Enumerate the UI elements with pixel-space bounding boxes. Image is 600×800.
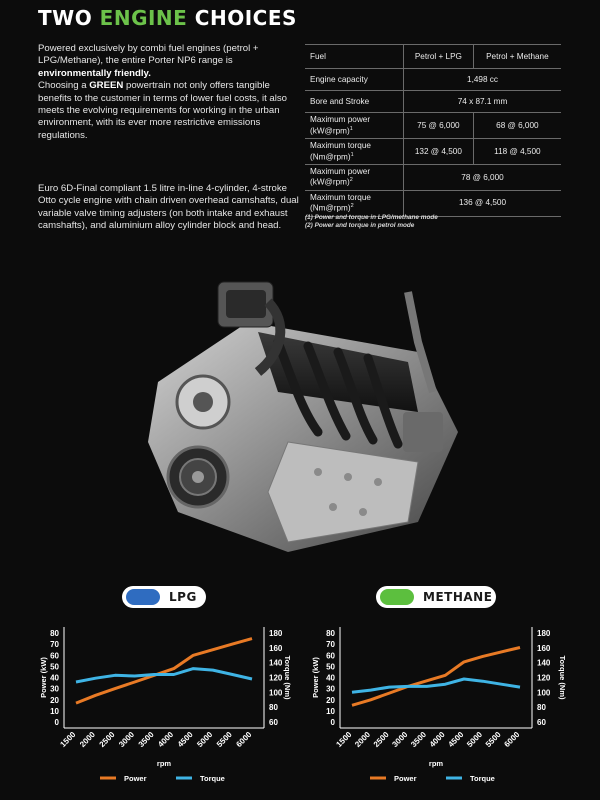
lpg-chart bbox=[39, 627, 292, 783]
y-right-tick-label: 120 bbox=[269, 673, 283, 683]
y-right-axis-label: Torque (Nm) bbox=[558, 655, 567, 700]
y-right-tick-label: 80 bbox=[269, 703, 278, 713]
spec-value-lpg: 132 @ 4,500 bbox=[404, 138, 474, 164]
footnote-1: (1) Power and torque in LPG/methane mode bbox=[305, 214, 438, 221]
spec-footnote-ref: 1 bbox=[350, 151, 354, 158]
intro-paragraph-3: Euro 6D-Final compliant 1.5 litre in-line 4-cylinder, 4-stroke Otto cycle engine with chain driven overhead camshafts, dual variable valve timing adjusters (on both intake and exhaust camshafts), and aluminium alloy cylinder block and head. bbox=[38, 183, 299, 232]
spec-row-value: 74 x 87.1 mm bbox=[404, 91, 562, 113]
title-part-2: CHOICES bbox=[187, 6, 297, 30]
y-right-tick-label: 100 bbox=[537, 688, 551, 698]
y-right-tick-label: 80 bbox=[537, 703, 546, 713]
footnote-2: (2) Power and torque in petrol mode bbox=[305, 221, 415, 229]
spec-label-text: Maximum torque (Nm@rpm) bbox=[310, 192, 371, 214]
y-left-tick-label: 70 bbox=[326, 640, 335, 650]
spec-row-label: Engine capacity bbox=[305, 69, 404, 91]
y-left-tick-label: 60 bbox=[326, 651, 335, 661]
x-tick-label: 2500 bbox=[97, 730, 117, 749]
x-tick-label: 4000 bbox=[156, 730, 176, 749]
y-left-tick-label: 50 bbox=[326, 662, 335, 672]
spec-header-fuel: Fuel bbox=[305, 45, 404, 69]
y-left-tick-label: 40 bbox=[50, 673, 59, 683]
x-tick-label: 5500 bbox=[214, 730, 234, 749]
y-right-tick-label: 60 bbox=[269, 718, 278, 727]
title-part-1: TWO bbox=[38, 6, 100, 30]
x-tick-label: 4000 bbox=[427, 730, 447, 749]
x-tick-label: 2000 bbox=[78, 730, 97, 749]
y-left-tick-label: 20 bbox=[326, 695, 335, 705]
spec-label-text: Maximum power (kW@rpm) bbox=[310, 115, 371, 136]
y-left-tick-label: 0 bbox=[330, 718, 335, 727]
spec-label-text: Maximum torque (Nm@rpm) bbox=[310, 140, 371, 162]
x-tick-label: 5000 bbox=[195, 730, 215, 749]
title-accent: ENGINE bbox=[99, 6, 188, 30]
intro-p1-bold: environmentally friendly bbox=[38, 67, 149, 79]
x-tick-label: 4500 bbox=[446, 730, 466, 749]
spec-row-value: 136 @ 4,500 bbox=[404, 190, 562, 216]
intro-p2-text-b: powertrain not only offers tangible benefits to the customer in terms of lower fuel costs, it also meets the evolving requirements for working in the urban environment, with its ever more restrictive emissions regulations. bbox=[38, 80, 288, 141]
spec-header-lpg: Petrol + LPG bbox=[404, 45, 474, 69]
x-tick-label: 3000 bbox=[117, 730, 137, 749]
x-tick-label: 1500 bbox=[334, 730, 354, 749]
spec-row-value: 78 @ 6,000 bbox=[404, 164, 562, 190]
y-right-tick-label: 120 bbox=[537, 673, 551, 683]
methane-badge-label: METHANE bbox=[423, 590, 493, 604]
y-left-tick-label: 10 bbox=[50, 706, 59, 716]
x-tick-label: 5500 bbox=[483, 730, 503, 749]
intro-p1-text: Powered exclusively by combi fuel engines (petrol + LPG/Methane), the entire Porter NP6 range is bbox=[38, 43, 259, 67]
x-tick-label: 6000 bbox=[502, 730, 522, 749]
y-left-tick-label: 70 bbox=[50, 640, 59, 650]
x-tick-label: 3500 bbox=[136, 730, 156, 749]
spec-value-methane: 68 @ 6,000 bbox=[473, 113, 561, 139]
y-left-tick-label: 50 bbox=[50, 662, 59, 672]
spec-label-text: Maximum power (kW@rpm) bbox=[310, 166, 371, 188]
y-right-tick-label: 160 bbox=[269, 643, 283, 653]
intro-p1-end: . bbox=[148, 67, 151, 79]
x-tick-label: 4500 bbox=[175, 730, 195, 749]
intro-p2-text-a: Choosing a bbox=[38, 80, 90, 92]
y-right-tick-label: 60 bbox=[537, 718, 546, 727]
y-left-tick-label: 80 bbox=[326, 629, 335, 638]
x-tick-label: 3000 bbox=[390, 730, 410, 749]
x-tick-label: 2500 bbox=[371, 730, 391, 749]
legend-label-power: Power bbox=[124, 774, 147, 783]
x-axis-label: rpm bbox=[428, 759, 444, 768]
spec-footnote-ref: 2 bbox=[349, 177, 353, 184]
series-line-power bbox=[76, 639, 252, 704]
spec-footnote-ref: 1 bbox=[349, 125, 353, 132]
spec-value-methane: 118 @ 4,500 bbox=[473, 138, 561, 164]
series-line-torque bbox=[352, 679, 520, 692]
spec-header-methane: Petrol + Methane bbox=[473, 45, 561, 69]
y-right-tick-label: 140 bbox=[537, 658, 551, 668]
y-left-axis-label: Power (kW) bbox=[311, 657, 320, 698]
x-tick-label: 6000 bbox=[234, 730, 254, 749]
spec-value-lpg: 75 @ 6,000 bbox=[404, 113, 474, 139]
y-left-axis-label: Power (kW) bbox=[39, 657, 48, 698]
y-right-tick-label: 160 bbox=[537, 643, 551, 653]
series-line-power bbox=[352, 648, 520, 706]
legend-label-power: Power bbox=[394, 774, 417, 783]
y-left-tick-label: 20 bbox=[50, 695, 59, 705]
intro-p2-bold: GREEN bbox=[89, 80, 124, 92]
y-right-tick-label: 180 bbox=[537, 629, 551, 638]
y-left-tick-label: 10 bbox=[326, 706, 335, 716]
x-tick-label: 1500 bbox=[58, 730, 78, 749]
y-left-tick-label: 30 bbox=[326, 684, 335, 694]
y-right-axis-label: Torque (Nm) bbox=[283, 655, 292, 700]
x-tick-label: 5000 bbox=[465, 730, 485, 749]
legend-label-torque: Torque bbox=[470, 774, 495, 783]
spec-row-label: Bore and Stroke bbox=[305, 91, 404, 113]
x-tick-label: 3500 bbox=[409, 730, 429, 749]
y-left-tick-label: 80 bbox=[50, 629, 59, 638]
y-right-tick-label: 140 bbox=[269, 658, 283, 668]
y-right-tick-label: 100 bbox=[269, 688, 283, 698]
methane-chart bbox=[311, 627, 567, 783]
y-left-tick-label: 30 bbox=[50, 684, 59, 694]
spec-row-value: 1,498 cc bbox=[404, 69, 562, 91]
x-tick-label: 2000 bbox=[353, 730, 373, 749]
spec-footnote-ref: 2 bbox=[350, 203, 354, 210]
y-left-tick-label: 60 bbox=[50, 651, 59, 661]
y-left-tick-label: 0 bbox=[54, 718, 59, 727]
y-right-tick-label: 180 bbox=[269, 629, 283, 638]
lpg-badge-label: LPG bbox=[169, 590, 197, 604]
x-axis-label: rpm bbox=[156, 759, 172, 768]
legend-label-torque: Torque bbox=[200, 774, 225, 783]
y-left-tick-label: 40 bbox=[326, 673, 335, 683]
